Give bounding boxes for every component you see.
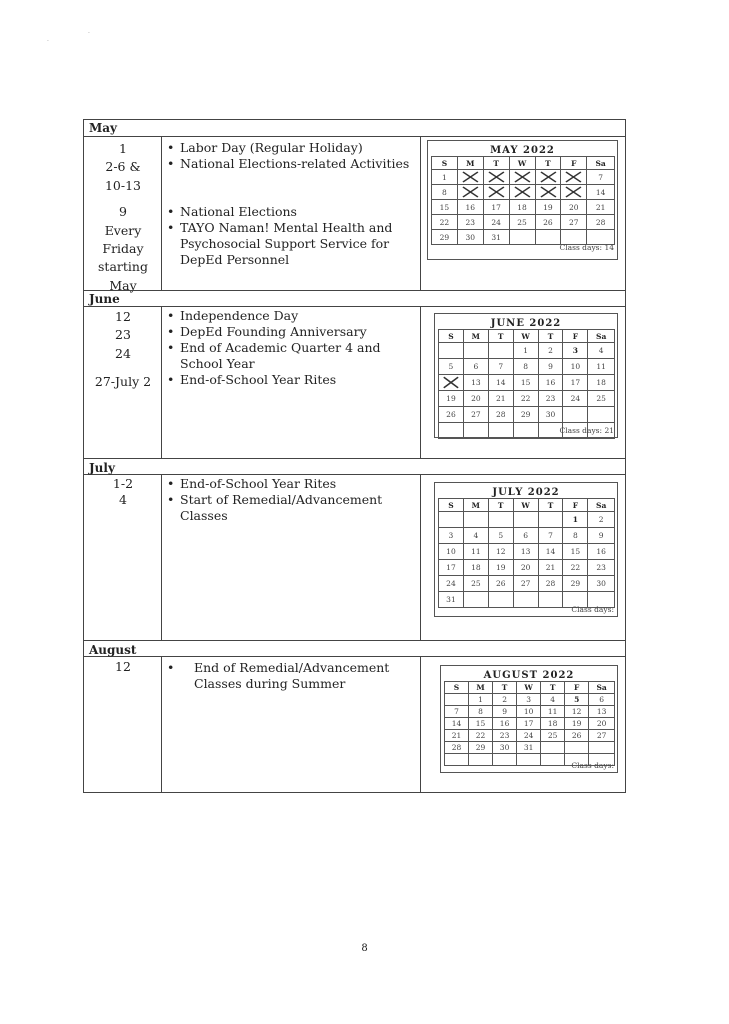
day-cell: 10 xyxy=(563,359,588,375)
week-row xyxy=(439,576,615,592)
date-label: Every xyxy=(104,222,142,238)
day-cell: 27 xyxy=(463,407,488,423)
day-cell: 17 xyxy=(517,718,541,730)
day-cell xyxy=(535,185,561,200)
crossed-out-icon xyxy=(484,170,509,184)
week-row xyxy=(439,407,615,423)
calendar-table xyxy=(83,119,626,793)
day-cell: 21 xyxy=(445,730,469,742)
day-cell: 26 xyxy=(439,407,464,423)
day-cell: 24 xyxy=(563,391,588,407)
day-cell xyxy=(463,512,488,528)
day-cell: 26 xyxy=(565,730,589,742)
crossed-out-icon xyxy=(536,170,561,184)
day-cell xyxy=(457,185,483,200)
day-cell: 15 xyxy=(513,375,538,391)
crossed-out-icon xyxy=(458,185,483,199)
day-cell: 24 xyxy=(483,215,509,230)
day-cell: 30 xyxy=(457,230,483,245)
day-cell: 23 xyxy=(493,730,517,742)
date-label: 9 xyxy=(119,204,127,220)
day-cell: 4 xyxy=(588,343,615,359)
day-cell: 14 xyxy=(488,375,513,391)
week-row xyxy=(439,560,615,576)
weekday-label: M xyxy=(457,157,483,170)
day-cell: 6 xyxy=(513,528,538,544)
weekday-label: T xyxy=(488,330,513,343)
calendar-grid xyxy=(444,681,615,766)
day-cell: 18 xyxy=(588,375,615,391)
weekday-label: F xyxy=(563,499,588,512)
day-cell xyxy=(457,170,483,185)
week-row xyxy=(439,375,615,391)
calendar-grid xyxy=(431,156,615,245)
day-cell: 30 xyxy=(588,576,615,592)
june-dates xyxy=(84,308,162,392)
calendar-title: MAY 2022 xyxy=(490,145,555,156)
weekday-label: M xyxy=(469,682,493,694)
day-cell: 31 xyxy=(517,742,541,754)
date-label: 27-July 2 xyxy=(94,374,152,390)
event-item: • Start of Remedial/Advancement Classes xyxy=(164,492,400,524)
day-cell: 15 xyxy=(563,544,588,560)
day-cell xyxy=(463,423,488,439)
day-cell xyxy=(488,423,513,439)
day-cell xyxy=(488,592,513,608)
date-label: 23 xyxy=(115,327,131,343)
day-cell: 6 xyxy=(589,694,615,706)
weekday-label: Sa xyxy=(587,157,615,170)
month-header-may: May xyxy=(84,120,625,137)
scan-speck: · xyxy=(88,30,90,37)
july-dates xyxy=(84,476,162,508)
day-cell: 2 xyxy=(538,343,563,359)
class-days-label: Class days: xyxy=(571,761,614,770)
day-cell: 5 xyxy=(439,359,464,375)
day-cell: 11 xyxy=(588,359,615,375)
day-cell: 2 xyxy=(493,694,517,706)
weekday-label: F xyxy=(565,682,589,694)
day-cell: 29 xyxy=(432,230,458,245)
day-cell: 19 xyxy=(488,560,513,576)
day-cell xyxy=(493,754,517,766)
calendar-may-2022 xyxy=(427,140,618,260)
calendar-grid xyxy=(438,329,615,439)
weekday-row xyxy=(439,330,615,343)
week-row xyxy=(439,391,615,407)
day-cell xyxy=(439,343,464,359)
month-header-june: June xyxy=(84,290,625,307)
date-label: 12 xyxy=(115,659,131,674)
day-cell: 23 xyxy=(588,560,615,576)
day-cell: 13 xyxy=(589,706,615,718)
day-cell xyxy=(565,742,589,754)
day-cell xyxy=(588,407,615,423)
day-cell: 3 xyxy=(439,528,464,544)
page-number: 8 xyxy=(361,943,368,954)
calendar-title: JUNE 2022 xyxy=(490,318,562,329)
event-item: • End-of-School Year Rites xyxy=(164,372,414,388)
day-cell: 31 xyxy=(483,230,509,245)
day-cell xyxy=(445,694,469,706)
day-cell: 28 xyxy=(488,407,513,423)
day-cell: 29 xyxy=(563,576,588,592)
weekday-label: M xyxy=(463,330,488,343)
weekday-label: Sa xyxy=(588,499,615,512)
day-cell: 24 xyxy=(439,576,464,592)
day-cell: 3 xyxy=(563,343,588,359)
day-cell: 26 xyxy=(488,576,513,592)
day-cell: 4 xyxy=(463,528,488,544)
weekday-label: W xyxy=(509,157,535,170)
week-row xyxy=(445,730,615,742)
weekday-label: T xyxy=(538,330,563,343)
day-cell: 25 xyxy=(509,215,535,230)
date-label: May xyxy=(109,277,137,293)
day-cell xyxy=(509,185,535,200)
day-cell xyxy=(589,742,615,754)
august-events xyxy=(164,660,414,692)
week-row xyxy=(432,170,615,185)
day-cell: 22 xyxy=(563,560,588,576)
day-cell xyxy=(517,754,541,766)
day-cell xyxy=(535,230,561,245)
day-cell: 18 xyxy=(509,200,535,215)
week-row xyxy=(445,694,615,706)
day-cell xyxy=(509,230,535,245)
weekday-label: F xyxy=(563,330,588,343)
week-row xyxy=(439,343,615,359)
day-cell: 20 xyxy=(561,200,587,215)
may-dates xyxy=(84,140,162,295)
event-item: • End-of-School Year Rites xyxy=(164,476,414,492)
date-label: 1 xyxy=(119,141,127,156)
day-cell xyxy=(513,592,538,608)
column-divider xyxy=(161,657,162,793)
day-cell: 20 xyxy=(589,718,615,730)
day-cell: 19 xyxy=(535,200,561,215)
day-cell: 5 xyxy=(488,528,513,544)
day-cell: 8 xyxy=(469,706,493,718)
event-item: • End of Remedial/Advancement Classes during Summer xyxy=(164,660,394,692)
day-cell: 8 xyxy=(563,528,588,544)
day-cell: 18 xyxy=(463,560,488,576)
july-events xyxy=(164,476,414,524)
day-cell: 12 xyxy=(565,706,589,718)
week-row xyxy=(445,718,615,730)
weekday-label: W xyxy=(513,499,538,512)
crossed-out-icon xyxy=(484,185,509,199)
day-cell: 10 xyxy=(517,706,541,718)
day-cell: 7 xyxy=(587,170,615,185)
may-events xyxy=(164,140,414,268)
day-cell: 17 xyxy=(439,560,464,576)
day-cell: 17 xyxy=(563,375,588,391)
day-cell: 24 xyxy=(517,730,541,742)
august-dates xyxy=(84,658,162,676)
column-divider xyxy=(420,307,421,458)
day-cell xyxy=(509,170,535,185)
day-cell xyxy=(561,170,587,185)
day-cell: 1 xyxy=(513,343,538,359)
day-cell: 21 xyxy=(587,200,615,215)
day-cell xyxy=(538,512,563,528)
weekday-label: T xyxy=(535,157,561,170)
day-cell: 22 xyxy=(513,391,538,407)
day-cell: 28 xyxy=(538,576,563,592)
day-cell: 21 xyxy=(488,391,513,407)
scan-speck: · xyxy=(47,38,49,45)
day-cell xyxy=(463,343,488,359)
event-item: • National Elections-related Activities xyxy=(164,156,414,172)
column-divider xyxy=(420,657,421,793)
day-cell: 16 xyxy=(538,375,563,391)
day-cell xyxy=(541,742,565,754)
weekday-label: W xyxy=(517,682,541,694)
day-cell: 18 xyxy=(541,718,565,730)
day-cell: 25 xyxy=(588,391,615,407)
day-cell: 8 xyxy=(513,359,538,375)
crossed-out-icon xyxy=(561,185,586,199)
day-cell: 22 xyxy=(432,215,458,230)
week-row xyxy=(445,742,615,754)
crossed-out-icon xyxy=(458,170,483,184)
weekday-label: S xyxy=(439,330,464,343)
day-cell xyxy=(535,170,561,185)
day-cell: 5 xyxy=(565,694,589,706)
day-cell: 14 xyxy=(445,718,469,730)
day-cell: 15 xyxy=(432,200,458,215)
day-cell: 1 xyxy=(469,694,493,706)
day-cell: 25 xyxy=(463,576,488,592)
column-divider xyxy=(420,137,421,290)
day-cell: 7 xyxy=(445,706,469,718)
day-cell: 7 xyxy=(488,359,513,375)
date-label: starting xyxy=(98,259,148,275)
day-cell: 28 xyxy=(587,215,615,230)
june-events xyxy=(164,308,414,388)
day-cell xyxy=(469,754,493,766)
day-cell: 2 xyxy=(588,512,615,528)
day-cell: 3 xyxy=(517,694,541,706)
day-cell xyxy=(439,375,464,391)
day-cell: 31 xyxy=(439,592,464,608)
day-cell: 28 xyxy=(445,742,469,754)
weekday-label: Sa xyxy=(589,682,615,694)
day-cell: 23 xyxy=(538,391,563,407)
week-row xyxy=(432,215,615,230)
weekday-label: S xyxy=(432,157,458,170)
day-cell: 19 xyxy=(439,391,464,407)
day-cell: 15 xyxy=(469,718,493,730)
week-row xyxy=(432,185,615,200)
day-cell xyxy=(439,423,464,439)
day-cell xyxy=(488,512,513,528)
day-cell: 13 xyxy=(513,544,538,560)
calendar-title: AUGUST 2022 xyxy=(483,670,575,681)
day-cell xyxy=(561,185,587,200)
day-cell xyxy=(445,754,469,766)
weekday-label: S xyxy=(445,682,469,694)
day-cell: 27 xyxy=(589,730,615,742)
day-cell: 8 xyxy=(432,185,458,200)
day-cell: 11 xyxy=(541,706,565,718)
weekday-row xyxy=(445,682,615,694)
calendar-august-2022 xyxy=(440,665,618,773)
weekday-label: F xyxy=(561,157,587,170)
day-cell: 4 xyxy=(541,694,565,706)
day-cell: 30 xyxy=(538,407,563,423)
event-item: • DepEd Founding Anniversary xyxy=(164,324,414,340)
date-label: 4 xyxy=(119,492,127,507)
class-days-label: Class days: 14 xyxy=(559,243,614,252)
day-cell xyxy=(541,754,565,766)
day-cell xyxy=(513,512,538,528)
weekday-label: T xyxy=(493,682,517,694)
date-label: 12 xyxy=(115,309,131,324)
date-label: Friday xyxy=(102,241,144,257)
weekday-label: M xyxy=(463,499,488,512)
calendar-title: JULY 2022 xyxy=(492,487,560,498)
weekday-label: T xyxy=(483,157,509,170)
date-label: 2-6 & xyxy=(105,159,141,175)
weekday-label: S xyxy=(439,499,464,512)
day-cell: 16 xyxy=(457,200,483,215)
day-cell: 11 xyxy=(463,544,488,560)
day-cell xyxy=(538,592,563,608)
day-cell: 27 xyxy=(561,215,587,230)
crossed-out-icon xyxy=(510,170,535,184)
weekday-row xyxy=(439,499,615,512)
weekday-label: W xyxy=(513,330,538,343)
date-label: 10-13 xyxy=(104,177,142,193)
day-cell: 1 xyxy=(432,170,458,185)
day-cell: 16 xyxy=(588,544,615,560)
crossed-out-icon xyxy=(536,185,561,199)
crossed-out-icon xyxy=(510,185,535,199)
column-divider xyxy=(420,475,421,640)
day-cell: 13 xyxy=(463,375,488,391)
week-row xyxy=(439,512,615,528)
day-cell: 20 xyxy=(463,391,488,407)
day-cell xyxy=(463,592,488,608)
weekday-label: Sa xyxy=(588,330,615,343)
calendar-july-2022 xyxy=(434,482,618,617)
day-cell: 6 xyxy=(463,359,488,375)
day-cell xyxy=(483,185,509,200)
week-row xyxy=(432,200,615,215)
day-cell: 29 xyxy=(513,407,538,423)
day-cell: 10 xyxy=(439,544,464,560)
day-cell: 22 xyxy=(469,730,493,742)
month-header-july: July xyxy=(84,458,625,475)
day-cell: 16 xyxy=(493,718,517,730)
day-cell: 27 xyxy=(513,576,538,592)
day-cell: 20 xyxy=(513,560,538,576)
day-cell: 12 xyxy=(488,544,513,560)
day-cell: 30 xyxy=(493,742,517,754)
calendar-grid xyxy=(438,498,615,608)
weekday-label: T xyxy=(538,499,563,512)
day-cell: 14 xyxy=(538,544,563,560)
week-row xyxy=(439,528,615,544)
weekday-row xyxy=(432,157,615,170)
day-cell: 1 xyxy=(563,512,588,528)
event-item: • Independence Day xyxy=(164,308,414,324)
day-cell: 19 xyxy=(565,718,589,730)
day-cell: 17 xyxy=(483,200,509,215)
class-days-label: Class days: 21 xyxy=(559,426,614,435)
calendar-june-2022 xyxy=(434,313,618,438)
day-cell xyxy=(439,512,464,528)
month-header-august: August xyxy=(84,640,625,657)
class-days-label: Class days: xyxy=(571,605,614,614)
day-cell: 25 xyxy=(541,730,565,742)
week-row xyxy=(439,359,615,375)
day-cell: 9 xyxy=(588,528,615,544)
day-cell: 7 xyxy=(538,528,563,544)
day-cell xyxy=(483,170,509,185)
weekday-label: T xyxy=(541,682,565,694)
day-cell: 29 xyxy=(469,742,493,754)
day-cell: 14 xyxy=(587,185,615,200)
date-label: 24 xyxy=(115,345,131,361)
weekday-label: T xyxy=(488,499,513,512)
event-item: • Labor Day (Regular Holiday) xyxy=(164,140,414,156)
event-item: • TAYO Naman! Mental Health and Psychosocial Support Service for DepEd Personnel xyxy=(164,220,414,268)
day-cell: 9 xyxy=(538,359,563,375)
day-cell: 23 xyxy=(457,215,483,230)
day-cell xyxy=(488,343,513,359)
crossed-out-icon xyxy=(561,170,586,184)
event-item: • End of Academic Quarter 4 and School Year xyxy=(164,340,390,372)
date-label: 1-2 xyxy=(112,476,134,491)
day-cell: 21 xyxy=(538,560,563,576)
day-cell xyxy=(513,423,538,439)
event-item: • National Elections xyxy=(164,204,414,220)
day-cell: 26 xyxy=(535,215,561,230)
day-cell xyxy=(563,407,588,423)
day-cell: 9 xyxy=(493,706,517,718)
week-row xyxy=(445,706,615,718)
week-row xyxy=(439,544,615,560)
crossed-out-icon xyxy=(439,375,463,390)
